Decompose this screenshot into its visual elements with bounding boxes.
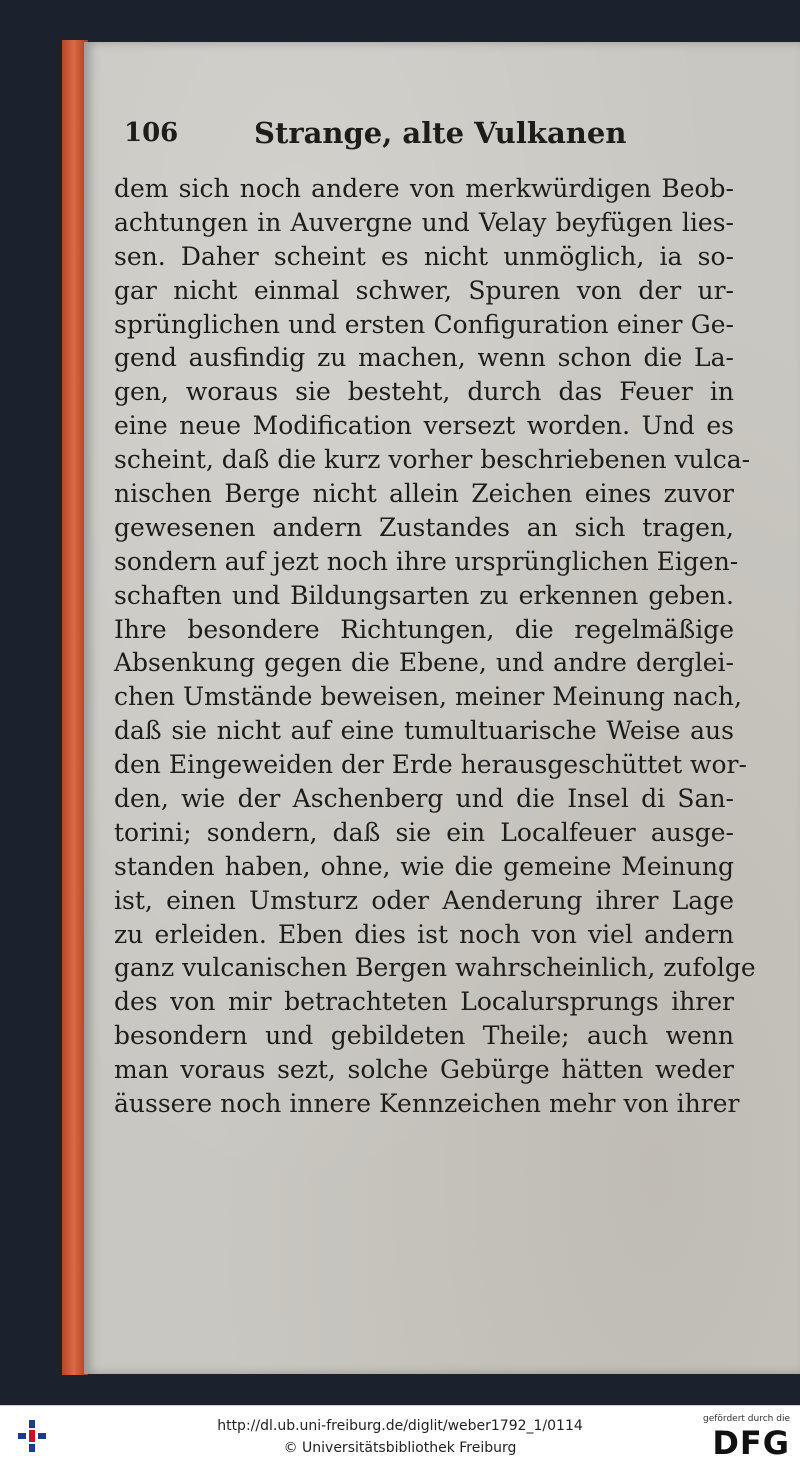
text-line: eine neue Modification versezt worden. Und es (114, 411, 734, 441)
text-line: schaften und Bildungsarten zu erkennen geben. (114, 580, 734, 610)
text-line: scheint, daß die kurz vorher beschriebenen vulca- (114, 445, 751, 475)
page-number: 106 (124, 118, 179, 148)
text-line: den, wie der Aschenberg und die Insel di San- (114, 784, 734, 814)
text-line: dem sich noch andere von merkwürdigen Beob- (114, 174, 734, 203)
text-line: äussere noch innere Kennzeichen mehr von ihrer (114, 1089, 740, 1119)
text-line: nischen Berge nicht allein Zeichen eines zuvor (114, 479, 734, 509)
text-line: Absenkung gegen die Ebene, und andre derglei- (114, 648, 734, 678)
text-line: ist, einen Umsturz oder Aenderung ihrer Lage (114, 885, 734, 915)
text-line: chen Umstände beweisen, meiner Meinung nach, (114, 682, 742, 712)
text-line: torini; sondern, daß sie ein Localfeuer ausge- (114, 817, 734, 847)
text-line: zu erleiden. Eben dies ist noch von viel andern (114, 919, 734, 949)
text-line: den Eingeweiden der Erde herausgeschüttet wor- (114, 750, 747, 780)
text-line: achtungen in Auvergne und Velay beyfügen lies- (114, 207, 734, 237)
text-line: gewesenen andern Zustandes an sich tragen, (114, 512, 734, 542)
text-line: gend ausfindig zu machen, wenn schon die La- (114, 343, 734, 373)
text-line: gar nicht einmal schwer, Spuren von der ur- (114, 275, 734, 305)
text-line: sondern auf jezt noch ihre ursprünglichen Eigen- (114, 546, 739, 576)
text-line: man voraus sezt, solche Gebürge hätten weder (114, 1055, 734, 1085)
text-line: gen, woraus sie besteht, durch das Feuer in (114, 377, 734, 407)
viewer-footer (0, 1405, 800, 1465)
dfg-funding-note: gefördert durch die (703, 1414, 790, 1424)
body-text (114, 172, 756, 1121)
text-line: besondern und gebildeten Theile; auch wenn (114, 1021, 734, 1051)
copyright-text: © Universitätsbibliothek Freiburg (283, 1440, 517, 1456)
text-line: sen. Daher scheint es nicht unmöglich, ia so- (114, 241, 734, 271)
source-url-link[interactable]: http://dl.ub.uni-freiburg.de/diglit/weber1792_1/0114 (217, 1418, 583, 1434)
text-line: sprünglichen und ersten Configuration einer Ge- (114, 309, 734, 339)
dfg-logo-icon[interactable]: DFG (712, 1424, 790, 1462)
text-line: daß sie nicht auf eine tumultuarische Weise aus (114, 716, 734, 746)
text-line: ganz vulcanischen Bergen wahrscheinlich, zufolge (114, 953, 756, 983)
text-line: Ihre besondere Richtungen, die regelmäßige (114, 614, 734, 644)
text-line: standen haben, ohne, wie die gemeine Meinung (114, 851, 734, 881)
text-line: des von mir betrachteten Localursprungs ihrer (114, 987, 734, 1017)
running-title: Strange, alte Vulkanen (254, 116, 627, 150)
